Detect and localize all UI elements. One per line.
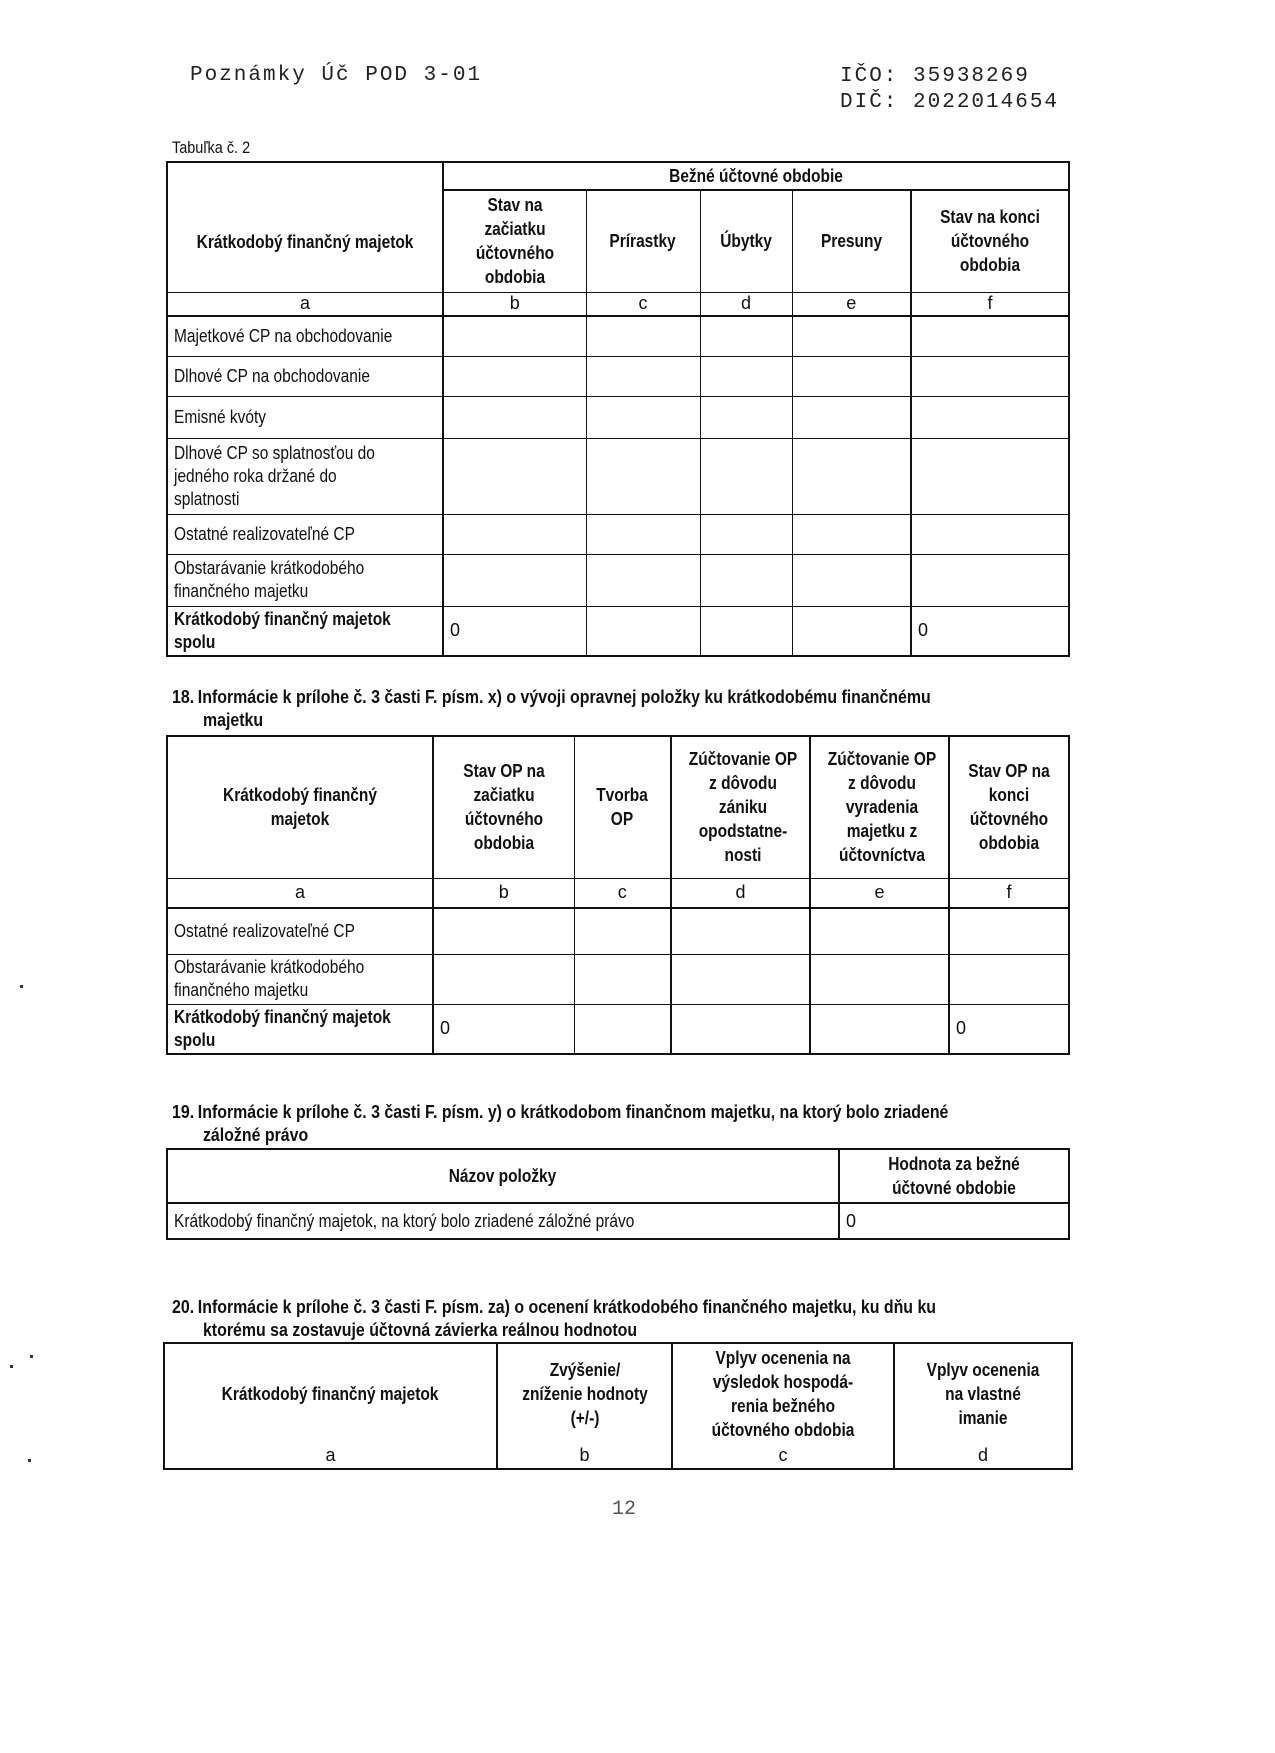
header-col-a: Krátkodobý finančný majetok (167, 736, 433, 878)
cell-e (810, 954, 949, 1004)
header-col-b: Stav na začiatku účtovného obdobia (443, 190, 586, 292)
allowance-table (166, 735, 1070, 1055)
table-row: Krátkodobý finančný majetok, na ktorý bolo zriadené záložné právo 0 (167, 1203, 1069, 1239)
table-row: Obstarávanie krátkodobého finančného majetku (167, 554, 1069, 606)
cell-d (671, 908, 810, 954)
fair-value-table (163, 1342, 1073, 1470)
cell-e (792, 514, 911, 554)
cell-c (574, 908, 671, 954)
cell-b (443, 438, 586, 514)
total-d (700, 606, 792, 656)
letter-d: d (671, 878, 810, 908)
cell-f (911, 514, 1069, 554)
total-e (810, 1004, 949, 1054)
table-row: Ostatné realizovateľné CP (167, 908, 1069, 954)
cell-d (700, 316, 792, 356)
pledged-assets-table (166, 1148, 1070, 1240)
cell-b (443, 396, 586, 438)
cell-d (700, 438, 792, 514)
cell-d (700, 554, 792, 606)
letter-d: d (894, 1443, 1072, 1469)
total-f: 0 (949, 1004, 1069, 1054)
header-group-current-period: Bežné účtovné obdobie (443, 162, 1069, 190)
cell-e (810, 908, 949, 954)
letter-f: f (949, 878, 1069, 908)
cell-c (586, 438, 700, 514)
cell-f (949, 908, 1069, 954)
total-c (574, 1004, 671, 1054)
cell-b (433, 908, 574, 954)
document-title: Poznámky Úč POD 3-01 (190, 64, 483, 87)
letter-b: b (443, 292, 586, 316)
letter-c: c (574, 878, 671, 908)
cell-c (586, 514, 700, 554)
table-caption: Tabuľka č. 2 (172, 138, 251, 157)
cell-c (586, 356, 700, 396)
cell-e (792, 316, 911, 356)
scan-speck (20, 985, 23, 988)
cell-b (443, 554, 586, 606)
header-col-d: Zúčtovanie OP z dôvodu zániku opodstatne-nosti (671, 736, 810, 878)
total-f: 0 (911, 606, 1069, 656)
dic-number: DIČ: 2022014654 (840, 91, 1060, 114)
cell-b (443, 514, 586, 554)
cell-c (586, 396, 700, 438)
table-row: Dlhové CP so splatnosťou do jedného roka držané do splatnosti (167, 438, 1069, 514)
header-col-a: Krátkodobý finančný majetok (164, 1343, 497, 1443)
letter-c: c (586, 292, 700, 316)
letter-a: a (164, 1443, 497, 1469)
cell-e (792, 396, 911, 438)
page-number: 12 (612, 1498, 637, 1521)
company-ids (840, 64, 1059, 116)
cell-b (433, 954, 574, 1004)
table-total-row: Krátkodobý finančný majetok spolu 0 0 (167, 1004, 1069, 1054)
table-row: Majetkové CP na obchodovanie (167, 316, 1069, 356)
ico-number: IČO: 35938269 (840, 65, 1030, 88)
cell-f (911, 554, 1069, 606)
header-col-b: Zvýšenie/ zníženie hodnoty (+/-) (497, 1343, 672, 1443)
short-term-financial-assets-table (166, 161, 1070, 657)
cell-c (574, 954, 671, 1004)
letter-e: e (810, 878, 949, 908)
header-item-name: Názov položky (167, 1149, 839, 1203)
letter-a: a (167, 292, 443, 316)
table-row: Dlhové CP na obchodovanie (167, 356, 1069, 396)
section-19-title: 19. Informácie k prílohe č. 3 časti F. písm. y) o krátkodobom finančnom majetku, na ktorý bolo zriadené záložné právo (172, 1101, 949, 1145)
letter-a: a (167, 878, 433, 908)
letter-f: f (911, 292, 1069, 316)
letter-c: c (672, 1443, 894, 1469)
letter-b: b (497, 1443, 672, 1469)
section-18-title: 18. Informácie k prílohe č. 3 časti F. písm. x) o vývoji opravnej položky ku krátkodobému finančnému majetku (172, 686, 931, 730)
cell-f (911, 396, 1069, 438)
header-col-e: Zúčtovanie OP z dôvodu vyradenia majetku z účtovníctva (810, 736, 949, 878)
letter-b: b (433, 878, 574, 908)
cell-e (792, 554, 911, 606)
cell-f (911, 316, 1069, 356)
header-current-value: Hodnota za bežné účtovné obdobie (839, 1149, 1069, 1203)
total-c (586, 606, 700, 656)
header-col-b: Stav OP na začiatku účtovného obdobia (433, 736, 574, 878)
total-d (671, 1004, 810, 1054)
total-b: 0 (433, 1004, 574, 1054)
cell-b (443, 356, 586, 396)
header-col-c: Prírastky (586, 190, 700, 292)
header-col-a: Krátkodobý finančný majetok (167, 162, 443, 292)
cell-d (700, 514, 792, 554)
header-col-f: Stav na konci účtovného obdobia (911, 190, 1069, 292)
cell-f (911, 438, 1069, 514)
cell-value: 0 (839, 1203, 1069, 1239)
cell-d (700, 356, 792, 396)
total-e (792, 606, 911, 656)
table-row: Ostatné realizovateľné CP (167, 514, 1069, 554)
cell-b (443, 316, 586, 356)
table-row: Obstarávanie krátkodobého finančného majetku (167, 954, 1069, 1004)
section-20-title: 20. Informácie k prílohe č. 3 časti F. písm. za) o ocenení krátkodobého finančného majetku, ku dňu ku ktorému sa zostavuje účtovná závierka reálnou hodnotou (172, 1296, 937, 1340)
scan-speck (28, 1459, 31, 1462)
total-b: 0 (443, 606, 586, 656)
header-col-d: Vplyv ocenenia na vlastné imanie (894, 1343, 1072, 1443)
cell-c (586, 554, 700, 606)
letter-e: e (792, 292, 911, 316)
letter-d: d (700, 292, 792, 316)
table-row: Emisné kvóty (167, 396, 1069, 438)
header-col-c: Tvorba OP (574, 736, 671, 878)
scan-speck (30, 1355, 33, 1358)
cell-d (671, 954, 810, 1004)
cell-c (586, 316, 700, 356)
cell-e (792, 356, 911, 396)
scan-speck (10, 1365, 13, 1368)
header-col-c: Vplyv ocenenia na výsledok hospodá-renia bežného účtovného obdobia (672, 1343, 894, 1443)
table-total-row: Krátkodobý finančný majetok spolu 0 0 (167, 606, 1069, 656)
header-col-e: Presuny (792, 190, 911, 292)
cell-f (911, 356, 1069, 396)
header-col-d: Úbytky (700, 190, 792, 292)
cell-f (949, 954, 1069, 1004)
cell-e (792, 438, 911, 514)
cell-d (700, 396, 792, 438)
header-col-f: Stav OP na konci účtovného obdobia (949, 736, 1069, 878)
